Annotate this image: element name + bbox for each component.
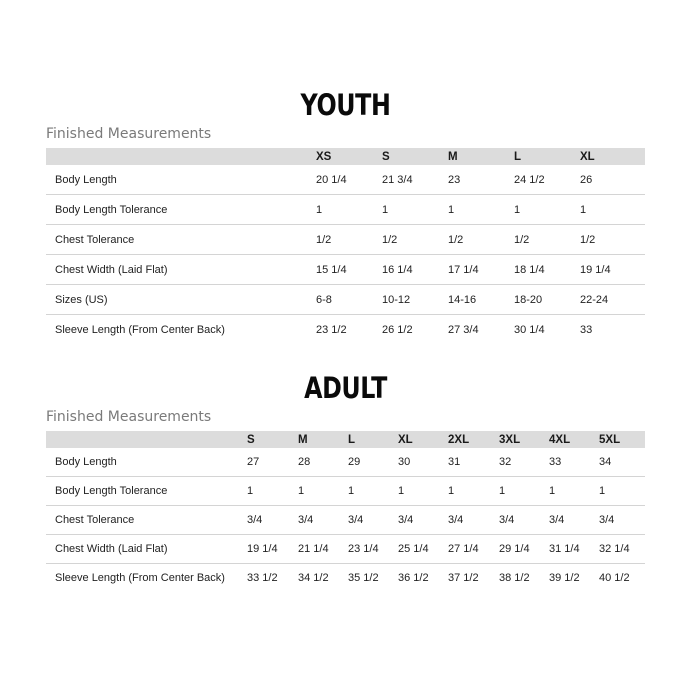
table-cell: 19 1/4: [247, 535, 298, 564]
table-cell: 17 1/4: [448, 255, 514, 285]
table-cell: 1: [580, 195, 645, 225]
table-cell: 1: [448, 477, 499, 506]
table-cell: 1: [247, 477, 298, 506]
column-header: M: [448, 148, 514, 165]
table-cell: 31: [448, 448, 499, 477]
row-label: Chest Width (Laid Flat): [46, 535, 247, 564]
table-cell: 30 1/4: [514, 323, 545, 336]
table-cell: 3/4: [499, 506, 549, 535]
table-cell: 34 1/2: [298, 572, 329, 584]
table-cell: 3/4: [247, 506, 298, 535]
table-cell: 1: [514, 195, 580, 225]
adult-title: ADULT: [304, 371, 387, 405]
table-row: [46, 195, 645, 225]
table-cell: 29 1/4: [499, 535, 549, 564]
table-cell: 1/2: [382, 225, 448, 255]
table-row: [46, 477, 645, 506]
table-row: [46, 315, 645, 345]
table-cell: 14-16: [448, 285, 514, 315]
table-row: [46, 564, 645, 593]
table-cell: 1/2: [580, 225, 645, 255]
table-row: [46, 255, 645, 285]
table-cell: 27 1/4: [448, 535, 499, 564]
column-header: L: [348, 431, 398, 448]
table-cell: 3/4: [348, 506, 398, 535]
table-cell: 32 1/4: [599, 535, 645, 564]
table-cell: 26: [580, 165, 645, 195]
table-cell: 1: [298, 477, 348, 506]
table-cell: 6-8: [316, 285, 382, 315]
table-cell: 1: [398, 477, 448, 506]
row-label: Body Length Tolerance: [46, 477, 247, 506]
table-row: [46, 165, 645, 195]
column-header: XS: [316, 148, 382, 165]
row-label: Chest Tolerance: [46, 225, 316, 255]
adult-measurements-table: [46, 431, 645, 592]
table-row: [46, 535, 645, 564]
column-header: 4XL: [549, 431, 599, 448]
row-label: Body Length Tolerance: [46, 195, 316, 225]
table-cell: 18-20: [514, 285, 580, 315]
table-cell: 3/4: [549, 506, 599, 535]
table-cell: 32: [499, 448, 549, 477]
table-header-row: [46, 148, 645, 165]
table-cell: 1: [448, 195, 514, 225]
table-cell: 31 1/4: [549, 535, 599, 564]
youth-measurements-table: [46, 148, 645, 344]
column-header: 2XL: [448, 431, 499, 448]
column-header: [46, 148, 316, 165]
table-cell: 1/2: [514, 225, 580, 255]
table-cell: 27 3/4: [448, 323, 479, 336]
row-label: Sleeve Length (From Center Back): [55, 323, 225, 336]
table-cell: 21 1/4: [298, 535, 348, 564]
table-cell: 3/4: [398, 506, 448, 535]
table-cell: 22-24: [580, 285, 645, 315]
table-cell: 25 1/4: [398, 535, 448, 564]
table-cell: 33: [549, 448, 599, 477]
row-label: Chest Width (Laid Flat): [46, 255, 316, 285]
column-header: L: [514, 148, 580, 165]
table-cell: 23 1/2: [316, 323, 347, 336]
table-row: [46, 448, 645, 477]
youth-subtitle: Finished Measurements: [46, 126, 212, 142]
table-cell: 26 1/2: [382, 323, 413, 336]
table-cell: 15 1/4: [316, 255, 382, 285]
table-row: [46, 225, 645, 255]
table-cell: 3/4: [298, 506, 348, 535]
table-cell: 1: [316, 195, 382, 225]
table-cell: 28: [298, 448, 348, 477]
table-cell: 34: [599, 448, 645, 477]
adult-subtitle: Finished Measurements: [46, 409, 212, 425]
table-cell: 3/4: [448, 506, 499, 535]
row-label: Body Length: [46, 448, 247, 477]
table-cell: 23: [448, 165, 514, 195]
table-cell: 10-12: [382, 285, 448, 315]
table-cell: 30: [398, 448, 448, 477]
table-header-row: [46, 431, 645, 448]
table-cell: 1: [499, 477, 549, 506]
table-cell: 39 1/2: [549, 572, 580, 584]
table-cell: 33: [580, 323, 593, 336]
row-label: Sizes (US): [46, 285, 316, 315]
table-cell: 24 1/2: [514, 165, 580, 195]
table-cell: 20 1/4: [316, 165, 382, 195]
column-header: XL: [580, 148, 645, 165]
table-cell: 1: [599, 477, 645, 506]
table-cell: 38 1/2: [499, 572, 530, 584]
table-cell: 23 1/4: [348, 535, 398, 564]
row-label: Sleeve Length (From Center Back): [55, 572, 225, 584]
row-label: Body Length: [46, 165, 316, 195]
table-cell: 33 1/2: [247, 572, 278, 584]
table-cell: 1: [348, 477, 398, 506]
table-cell: 16 1/4: [382, 255, 448, 285]
table-cell: 36 1/2: [398, 572, 429, 584]
column-header: S: [382, 148, 448, 165]
column-header: M: [298, 431, 348, 448]
table-cell: 21 3/4: [382, 165, 448, 195]
table-cell: 27: [247, 448, 298, 477]
table-cell: 3/4: [599, 506, 645, 535]
column-header: XL: [398, 431, 448, 448]
table-cell: 1: [549, 477, 599, 506]
youth-title: YOUTH: [300, 88, 391, 122]
column-header: 5XL: [599, 431, 645, 448]
table-cell: 29: [348, 448, 398, 477]
table-row: [46, 285, 645, 315]
table-row: [46, 506, 645, 535]
table-cell: 37 1/2: [448, 572, 479, 584]
table-cell: 1/2: [448, 225, 514, 255]
table-cell: 19 1/4: [580, 255, 645, 285]
column-header: 3XL: [499, 431, 549, 448]
row-label: Chest Tolerance: [46, 506, 247, 535]
table-cell: 1: [382, 195, 448, 225]
column-header: S: [247, 431, 298, 448]
table-cell: 35 1/2: [348, 572, 379, 584]
table-cell: 40 1/2: [599, 572, 630, 584]
table-cell: 18 1/4: [514, 255, 580, 285]
column-header: [46, 431, 247, 448]
table-cell: 1/2: [316, 225, 382, 255]
